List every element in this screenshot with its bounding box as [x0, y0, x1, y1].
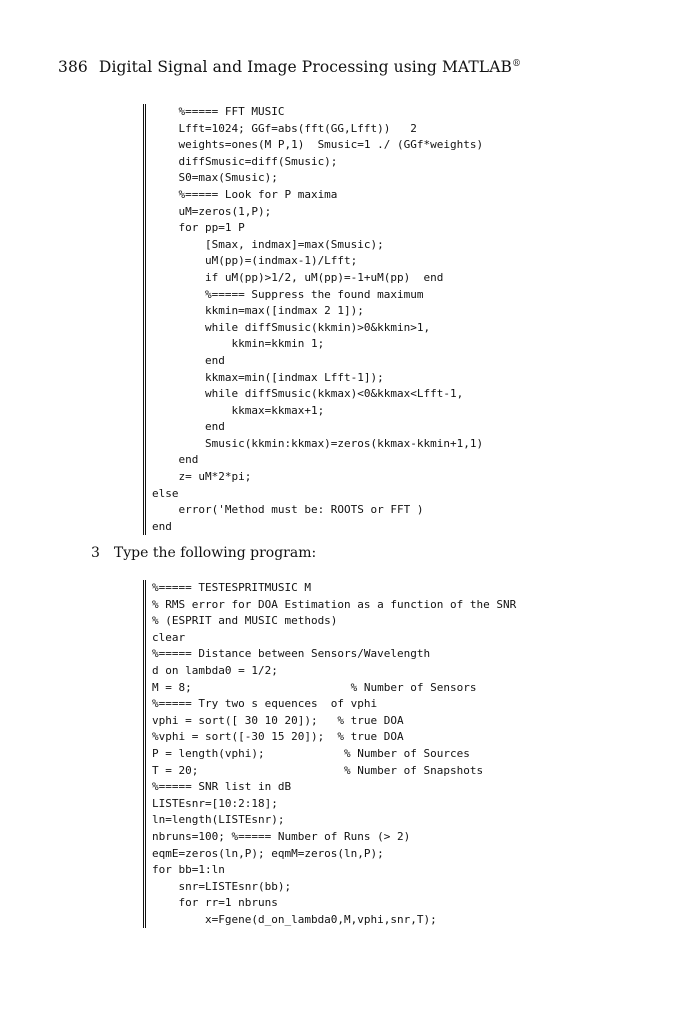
code-line: weights=ones(M P,1) Smusic=1 ./ (GGf*weights) — [152, 138, 484, 152]
code-line: % RMS error for DOA Estimation as a function of the SNR — [152, 597, 517, 611]
code-line: M = 8; % Number of Sensors — [152, 680, 477, 694]
code-block-2 — [143, 580, 516, 928]
code-line: error('Method must be: ROOTS or FFT ) — [152, 503, 424, 517]
code-line: uM=zeros(1,P); — [152, 204, 272, 218]
registered-mark: ® — [511, 58, 522, 69]
code-line: kkmin=kkmin 1; — [152, 337, 325, 351]
page-header — [58, 58, 521, 76]
code-line: ln=length(LISTEsnr); — [152, 813, 285, 827]
code-line: diffSmusic=diff(Smusic); — [152, 154, 338, 168]
code-line: nbruns=100; %===== Number of Runs (> 2) — [152, 829, 411, 843]
book-title: Digital Signal and Image Processing using MATLAB — [98, 58, 512, 76]
code-line: kkmax=min([indmax Lfft-1]); — [152, 370, 384, 384]
code-line: d on lambda0 = 1/2; — [152, 663, 278, 677]
code-line: uM(pp)=(indmax-1)/Lfft; — [152, 254, 358, 268]
code-line: %===== Look for P maxima — [152, 187, 338, 201]
code-line: clear — [152, 630, 186, 644]
code-line: % (ESPRIT and MUSIC methods) — [152, 614, 338, 628]
code-line: kkmin=max([indmax 2 1]); — [152, 304, 364, 318]
code-line: snr=LISTEsnr(bb); — [152, 879, 292, 893]
code-block-1 — [143, 104, 483, 535]
code-line: if uM(pp)>1/2, uM(pp)=-1+uM(pp) end — [152, 270, 444, 284]
item-number: 3 — [91, 545, 100, 561]
code-line: vphi = sort([ 30 10 20]); % true DOA — [152, 713, 404, 727]
code-line: else — [152, 486, 179, 500]
code-line: %===== SNR list in dB — [152, 780, 292, 794]
code-line: [Smax, indmax]=max(Smusic); — [152, 237, 384, 251]
code-line: end — [152, 420, 225, 434]
code-line: while diffSmusic(kkmax)<0&kkmax<Lfft-1, — [152, 387, 464, 401]
code-line: x=Fgene(d_on_lambda0,M,vphi,snr,T); — [152, 912, 437, 926]
code-line: while diffSmusic(kkmin)>0&kkmin>1, — [152, 320, 431, 334]
code-line: Lfft=1024; GGf=abs(fft(GG,Lfft)) 2 — [152, 121, 417, 135]
page-number: 386 — [58, 58, 88, 76]
code-line: %===== Distance between Sensors/Wavelength — [152, 647, 431, 661]
code-line: %===== Try two s equences of vphi — [152, 697, 378, 711]
code-line: %vphi = sort([-30 15 20]); % true DOA — [152, 730, 404, 744]
code-line: S0=max(Smusic); — [152, 171, 278, 185]
code-line: T = 20; % Number of Snapshots — [152, 763, 484, 777]
code-line: z= uM*2*pi; — [152, 470, 252, 484]
code-line: %===== TESTESPRITMUSIC M — [152, 581, 311, 594]
code-line: LISTEsnr=[10:2:18]; — [152, 796, 278, 810]
code-line: kkmax=kkmax+1; — [152, 403, 325, 417]
code-line: end — [152, 453, 199, 467]
code-line: end — [152, 353, 225, 367]
code-line: P = length(vphi); % Number of Sources — [152, 746, 470, 760]
code-line: %===== Suppress the found maximum — [152, 287, 424, 301]
code-line: end — [152, 519, 172, 533]
code-line: for rr=1 nbruns — [152, 896, 278, 910]
code-line: %===== FFT MUSIC — [152, 105, 285, 118]
code-line: for pp=1 P — [152, 221, 245, 235]
code-line: Smusic(kkmin:kkmax)=zeros(kkmax-kkmin+1,1) — [152, 436, 484, 450]
list-item-3 — [91, 545, 316, 561]
item-text: Type the following program: — [113, 545, 317, 561]
code-line: eqmE=zeros(ln,P); eqmM=zeros(ln,P); — [152, 846, 384, 860]
code-line: for bb=1:ln — [152, 863, 225, 877]
